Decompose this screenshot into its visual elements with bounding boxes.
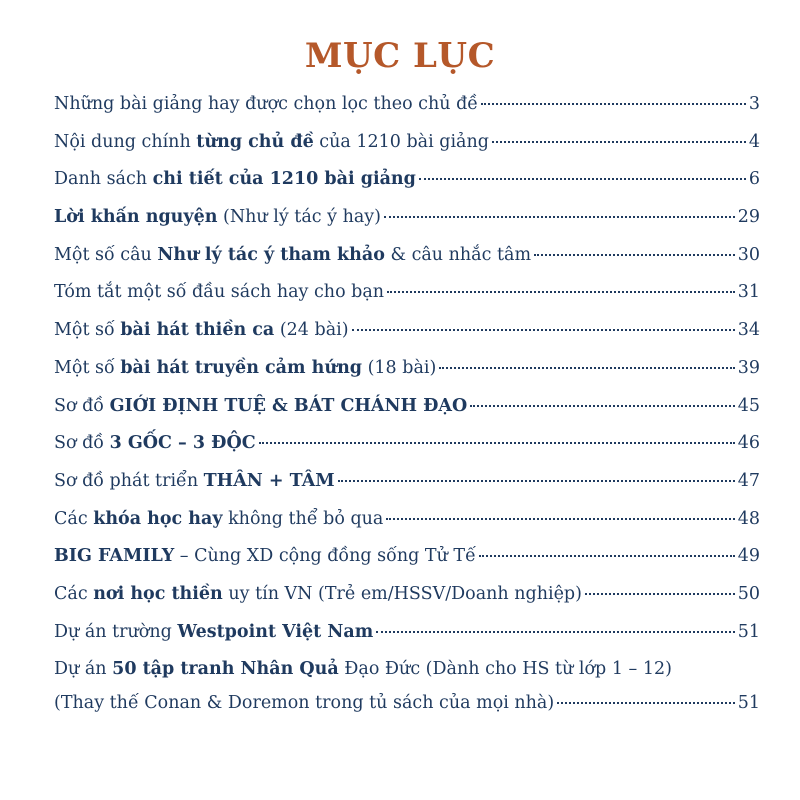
toc-entry-label	[54, 282, 384, 302]
toc-entry-label	[54, 584, 582, 604]
toc-entry-label-text: (Thay thế Conan & Doremon trong tủ sách của mọi nhà)	[54, 693, 555, 714]
toc-entry-label-text: & câu nhắc tâm	[384, 244, 532, 265]
toc-entry-label-text: Sơ đồ phát triển	[54, 470, 204, 491]
toc-page-number: 50	[737, 583, 760, 604]
toc-entry-label	[54, 471, 335, 491]
toc-entry-label-bold: THÂN + TÂM	[203, 470, 335, 491]
toc-entry-label-text: không thể bỏ qua	[222, 508, 384, 529]
toc-entry-label-bold: BIG FAMILY	[54, 546, 175, 567]
dot-leader	[557, 702, 735, 704]
toc-entry[interactable]	[54, 659, 760, 693]
dot-leader	[492, 141, 746, 143]
dot-leader	[534, 254, 735, 256]
toc-entry-label-text: Các	[54, 508, 94, 529]
toc-entry-label-text: – Cùng XD cộng đồng sống Tử Tế	[174, 546, 476, 567]
toc-page-number: 29	[737, 207, 760, 228]
dot-leader	[470, 405, 734, 407]
toc-entry-label-text: Các	[54, 583, 94, 604]
toc-entry-label-bold: chi tiết của 1210 bài giảng	[152, 169, 416, 190]
toc-entry-label	[54, 245, 531, 265]
toc-page-number: 34	[737, 320, 760, 341]
toc-entry-label-text: (24 bài)	[274, 320, 349, 341]
toc-entry-label-text: Dự án trường	[54, 621, 178, 642]
dot-leader	[387, 291, 735, 293]
toc-entry-label	[54, 358, 436, 378]
toc-entry[interactable]	[54, 207, 760, 245]
toc-entry-label-text: (18 bài)	[362, 357, 437, 378]
toc-entry-label-text: Một số câu	[54, 244, 158, 265]
toc-page-number: 4	[748, 131, 760, 152]
toc-entry-label-text: uy tín VN (Trẻ em/HSSV/Doanh nghiệp)	[222, 583, 582, 604]
toc-entry[interactable]	[54, 169, 760, 207]
toc-entry-label-text: Một số	[54, 357, 121, 378]
dot-leader	[259, 442, 735, 444]
toc-entry-label-bold: Lời khấn nguyện	[54, 207, 218, 228]
dot-leader	[481, 103, 746, 105]
toc-page-number: 47	[737, 470, 760, 491]
toc-entry-label	[54, 169, 416, 189]
toc-entry-label-bold: 50 tập tranh Nhân Quả	[112, 659, 339, 680]
toc-entry[interactable]	[54, 282, 760, 320]
toc-entry-label-text: của 1210 bài giảng	[313, 131, 489, 152]
toc-entry-label	[54, 433, 256, 453]
toc-entry[interactable]	[54, 471, 760, 509]
toc-entry[interactable]	[54, 693, 760, 731]
toc-page-number: 6	[748, 169, 760, 190]
toc-entry[interactable]	[54, 94, 760, 132]
toc-entry[interactable]	[54, 245, 760, 283]
page-title: MỤC LỤC	[304, 36, 496, 76]
toc-entry-label	[54, 509, 383, 529]
dot-leader	[384, 216, 735, 218]
toc-page-number: 51	[737, 621, 760, 642]
dot-leader	[386, 518, 734, 520]
toc-entry-label-text: Danh sách	[54, 169, 153, 190]
toc-page-number: 51	[737, 693, 760, 714]
toc-entry-label-text: (Như lý tác ý hay)	[217, 207, 381, 228]
dot-leader	[419, 178, 746, 180]
toc-entry-label-text: Dự án	[54, 659, 113, 680]
toc-entry-label-bold: Westpoint Việt Nam	[177, 621, 374, 642]
toc-entry[interactable]	[54, 132, 760, 170]
dot-leader	[338, 480, 735, 482]
toc-entry-label-bold: khóa học hay	[93, 508, 223, 529]
toc-entry-label	[54, 693, 554, 713]
toc-entry-label-bold: nơi học thiền	[93, 583, 223, 604]
toc-page-number: 39	[737, 357, 760, 378]
toc-entry[interactable]	[54, 433, 760, 471]
toc-entry-label-text: Sơ đồ	[54, 433, 110, 454]
toc-entry-label	[54, 659, 672, 679]
toc-page-number: 3	[748, 94, 760, 114]
toc-entry-label	[54, 132, 489, 152]
toc-entry-label-text: Đạo Đức (Dành cho HS từ lớp 1 – 12)	[338, 659, 672, 680]
dot-leader	[439, 367, 734, 369]
toc-entry-label	[54, 622, 373, 642]
toc-entry[interactable]	[54, 584, 760, 622]
toc-entry[interactable]	[54, 622, 760, 660]
toc-entry-label-text: Sơ đồ	[54, 395, 110, 416]
toc-entry-label-bold: bài hát truyền cảm hứng	[120, 357, 363, 378]
toc-entry-label-text: Những bài giảng hay được chọn lọc theo chủ đề	[54, 94, 479, 114]
toc-entry[interactable]	[54, 358, 760, 396]
toc-entry-label-text: Tóm tắt một số đầu sách hay cho bạn	[54, 282, 385, 303]
dot-leader	[479, 555, 735, 557]
toc-entry-label-bold: bài hát thiền ca	[120, 320, 275, 341]
toc-entry-label	[54, 207, 381, 227]
toc-entry-label-bold: 3 GỐC – 3 ĐỘC	[109, 433, 256, 454]
toc-entry-label-bold: Như lý tác ý tham khảo	[157, 244, 385, 265]
toc-entry-label-bold: GIỚI ĐỊNH TUỆ & BÁT CHÁNH ĐẠO	[109, 395, 468, 416]
toc-entry-label	[54, 94, 478, 114]
dot-leader	[376, 631, 735, 633]
toc-entry-label	[54, 320, 349, 340]
toc-entry[interactable]	[54, 509, 760, 547]
toc-entry-label-bold: từng chủ đề	[196, 131, 314, 152]
toc-page-number: 31	[737, 282, 760, 303]
toc-page-number: 45	[737, 395, 760, 416]
toc-entry[interactable]	[54, 546, 760, 584]
toc-page-number: 49	[737, 546, 760, 567]
dot-leader	[585, 593, 735, 595]
toc-entry-label	[54, 546, 476, 566]
table-of-contents	[54, 94, 760, 731]
toc-page-number: 48	[737, 508, 760, 529]
toc-page-number: 46	[737, 433, 760, 454]
toc-entry[interactable]	[54, 396, 760, 434]
toc-page-number: 30	[737, 244, 760, 265]
dot-leader	[352, 329, 735, 331]
toc-entry[interactable]	[54, 320, 760, 358]
toc-entry-label-text: Nội dung chính	[54, 131, 197, 152]
toc-entry-label	[54, 396, 467, 416]
toc-entry-label-text: Một số	[54, 320, 121, 341]
